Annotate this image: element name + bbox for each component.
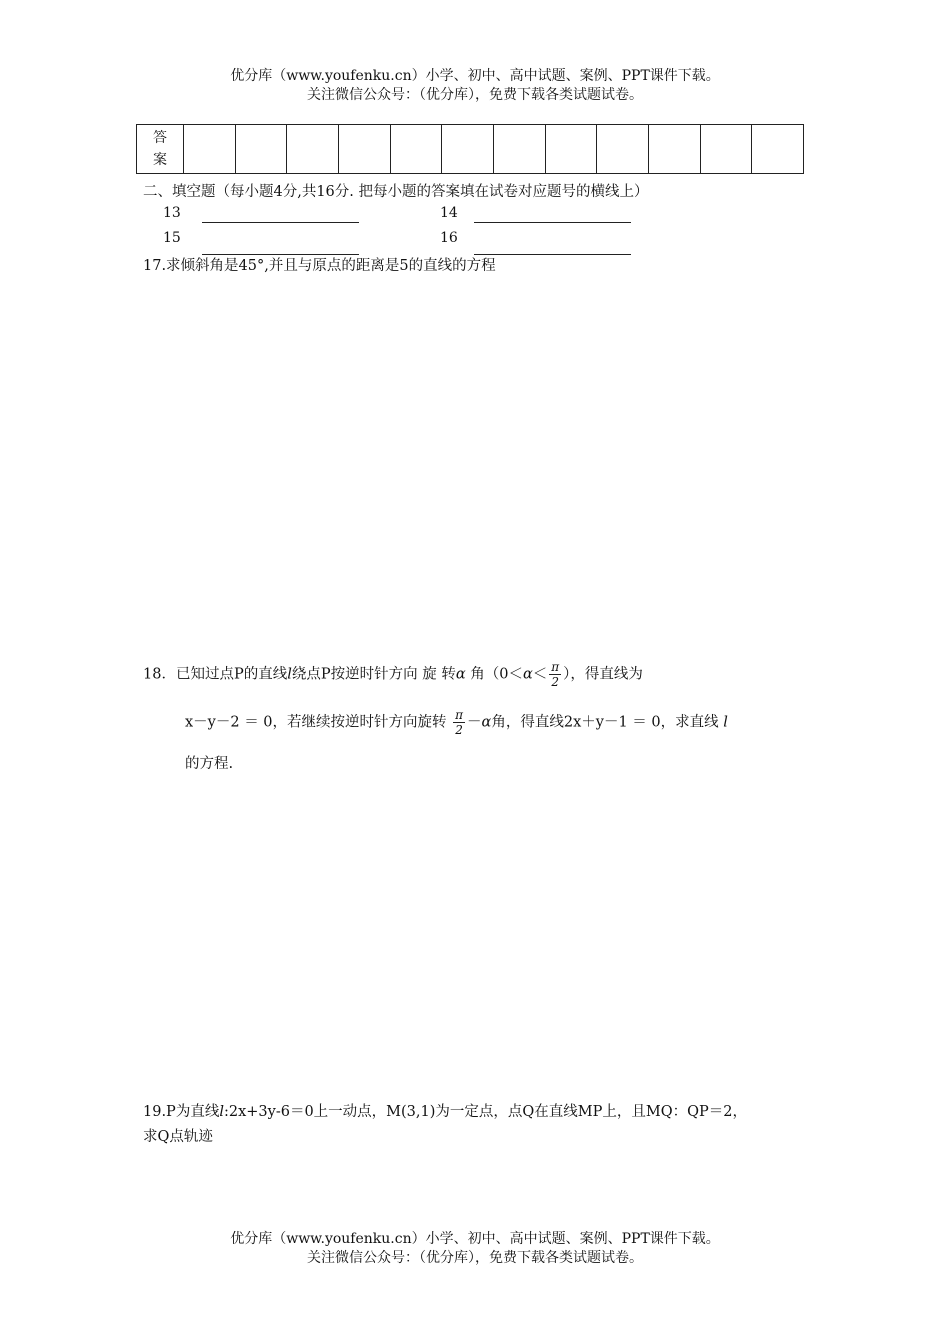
answer-cell[interactable] (752, 125, 804, 174)
blank-number-14: 14 (440, 205, 458, 221)
blank-line-14[interactable] (474, 222, 631, 223)
var-l: l (287, 666, 292, 683)
var-alpha: α (455, 666, 466, 683)
fraction-pi-over-2: $\frac{\pi}{2}$ (455, 708, 464, 737)
question-19-line-1: 19.P为直线l:2x+3y-6＝0上一动点，M(3,1)为一定点，点Q在直线MP上，且MQ：QP＝2， (143, 1104, 747, 1120)
answer-cell[interactable] (390, 125, 442, 174)
fraction-pi-over-2: $\frac{\pi}{2}$ (551, 660, 560, 689)
blank-line-13[interactable] (202, 222, 359, 223)
header-line-2: 关注微信公众号：（优分库），免费下载各类试题试卷。 (307, 87, 643, 103)
question-18-line-3: 的方程. (185, 756, 234, 772)
footer-line-1: 优分库（www.youfenku.cn）小学、初中、高中试题、案例、PPT课件下载。 (230, 1231, 720, 1247)
answer-cell[interactable] (545, 125, 597, 174)
section-2-title: 二、填空题（每小题4分,共16分. 把每小题的答案填在试卷对应题号的横线上） (143, 184, 649, 200)
blank-line-16[interactable] (474, 254, 631, 255)
question-19-line-2: 求Q点轨迹 (143, 1129, 213, 1145)
answer-table (136, 124, 804, 174)
page-header (0, 67, 950, 105)
answer-cell[interactable] (184, 125, 236, 174)
blank-number-13: 13 (163, 205, 181, 221)
footer-line-2: 关注微信公众号：（优分库），免费下载各类试题试卷。 (307, 1250, 643, 1266)
header-line-1: 优分库（www.youfenku.cn）小学、初中、高中试题、案例、PPT课件下载。 (230, 68, 720, 84)
answer-cell[interactable] (493, 125, 545, 174)
question-18-line-1: 18．已知过点P的直线l绕点P按逆时针方向 旋 转α 角（0＜α＜ $\frac{\pi}{2}$ ），得直线为 (143, 660, 643, 689)
question-17: 17.求倾斜角是45°,并且与原点的距离是5的直线的方程 (143, 258, 496, 274)
blank-number-15: 15 (163, 230, 181, 246)
answer-cell[interactable] (700, 125, 752, 174)
answer-cell[interactable] (287, 125, 339, 174)
answer-label: 答 案 (137, 125, 184, 174)
answer-cell[interactable] (648, 125, 700, 174)
var-l: l (219, 1104, 224, 1120)
question-18-line-2: x－y－2 ＝ 0，若继续按逆时针方向旋转 $\frac{\pi}{2}$ －α角，得直线2x＋y－1 ＝ 0，求直线 l (185, 708, 728, 737)
answer-cell[interactable] (235, 125, 287, 174)
page-footer (0, 1230, 950, 1268)
blank-number-16: 16 (440, 230, 458, 246)
answer-cell[interactable] (338, 125, 390, 174)
answer-cell[interactable] (442, 125, 494, 174)
answer-cell[interactable] (597, 125, 649, 174)
